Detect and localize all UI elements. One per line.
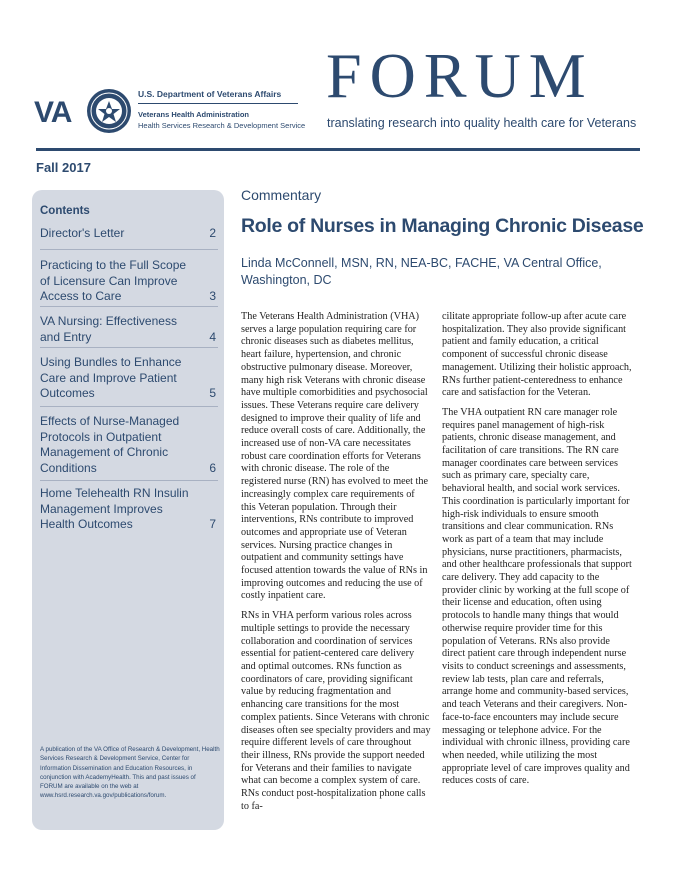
toc-label: Effects of Nurse-Managed Protocols in Outpatient Management of Chronic Conditions (40, 414, 180, 475)
paragraph: The Veterans Health Administration (VHA) serves a large population requiring care for chronic diseases such as diabetes mellitus, heart failure, hypertension, and chronic obstructive pulmonary disease. Moreover, many high risk Veterans with chronic disease have multiple comorbidities and psychosocial issues. These Veterans require care delivery designed to improve their quality of life and reduce overall costs of care. Additionally, the increased use of non-VA care necessitates robust care coordination efforts for Veterans with chronic disease. The role of the registered nurse (RN) has evolved to meet the increasingly complex care requirements of this Veteran population. Through their interventions, RNs contribute to improved outcomes and appropriate use of Veteran services. Nursing practice changes in outpatient and community settings have focused attention towards the value of RNs in improving outcomes and reducing the use of costly inpatient care. (241, 311, 428, 602)
toc-item-full-scope[interactable] (40, 258, 218, 305)
toc-page-number: 6 (209, 460, 216, 475)
contents-title: Contents (40, 205, 90, 217)
toc-divider (40, 406, 218, 407)
masthead-title: FORUM (326, 40, 594, 111)
va-logo-text: VA (34, 96, 72, 129)
toc-item-bundles[interactable] (40, 355, 218, 402)
article-byline: Linda McConnell, MSN, RN, NEA-BC, FACHE, VA Central Office, Washington, DC (241, 256, 602, 287)
va-seal-icon (86, 88, 132, 134)
service-name: Health Services Research & Development Service (138, 121, 306, 130)
toc-item-nurse-managed-protocols[interactable] (40, 414, 218, 476)
masthead-tagline: translating research into quality health care for Veterans (327, 116, 637, 130)
toc-divider (40, 347, 218, 348)
header-divider (36, 148, 640, 151)
department-divider (138, 103, 298, 104)
issue-date: Fall 2017 (36, 160, 91, 175)
toc-label: Director's Letter (40, 226, 125, 240)
article-column-left (241, 311, 431, 820)
paragraph: cilitate appropriate follow-up after acute care hospitalization. They also provide significant patient and family education, a critical component of successful chronic disease management. Utilizing their holistic approach, RNs further patient-centeredness to enhance care and satisfaction for the Veteran. (442, 311, 632, 399)
toc-page-number: 4 (209, 329, 216, 344)
toc-label: Using Bundles to Enhance Care and Improve Patient Outcomes (40, 355, 182, 400)
toc-item-directors-letter[interactable] (40, 226, 218, 242)
toc-divider (40, 306, 218, 307)
paragraph: The VHA outpatient RN care manager role requires panel management of high-risk patients, chronic disease management, and facilitation of care transitions. The RN care manager coordinates care between services such as primary care, specialty care, behavioral health, and social work services. This coordination is particularly important for high-risk individuals to ensure smooth transitions and clear communication. RNs work as part of a team that may include physicians, nurse practitioners, pharmacists, and other healthcare professionals that support care delivery. They add capacity to the provider clinic by working at the full scope of their license and education, often using protocols to handle many things that would otherwise require provider time for this population of Veterans. RNs also provide direct patient care through independent nurse visits to conduct screenings and assessments, review lab tests, plan care and referrals, arrange home and community-based services, and teach Veterans and their caregivers. Non-face-to-face encounters may include secure messaging or telephone advice. For the individual with chronic illness, providing care when needed, while utilizing the most appropriate level of care improves quality and reduces costs of care. (442, 406, 632, 787)
section-label: Commentary (241, 187, 322, 203)
department-name: U.S. Department of Veterans Affairs (138, 89, 282, 99)
toc-page-number: 5 (209, 386, 216, 400)
toc-page-number: 2 (209, 226, 216, 240)
toc-item-va-nursing[interactable] (40, 314, 218, 345)
toc-page-number: 7 (209, 517, 216, 531)
toc-page-number: 3 (209, 289, 216, 303)
toc-divider (40, 480, 218, 481)
toc-label: Home Telehealth RN Insulin Management Improves Health Outcomes (40, 486, 189, 531)
toc-item-home-telehealth[interactable] (40, 486, 218, 533)
article-column-right (442, 311, 632, 795)
toc-label: VA Nursing: Effectiveness and Entry (40, 314, 177, 344)
paragraph: RNs in VHA perform various roles across multiple settings to provide the necessary collaboration and coordination of services essential for patient-centered care delivery and optimal outcomes. RNs function as coordinators of care, providing significant value by reducing fragmentation and enhancing care transitions for the most complex patients. Since Veterans with chronic diseases often see specialty providers and may require different levels of care throughout their illness, RNs provide the support needed for Veterans and their families to navigate what can become a complex system of care. RNs conduct post-hospitalization phone calls to fa- (241, 610, 431, 812)
article-title: Role of Nurses in Managing Chronic Disease (241, 215, 644, 237)
administration-name: Veterans Health Administration (138, 110, 249, 119)
toc-label: Practicing to the Full Scope of Licensure Can Improve Access to Care (40, 258, 187, 303)
publication-colophon: A publication of the VA Office of Research & Development, Health Services Research & Development Service, Center for Information Dissemination and Education Resources, in conjunction with AcademyHealth. This and past issues of FORUM are available on the web at www.hsrd.research.va.gov/publications/forum. (40, 746, 220, 800)
toc-divider (40, 249, 218, 250)
